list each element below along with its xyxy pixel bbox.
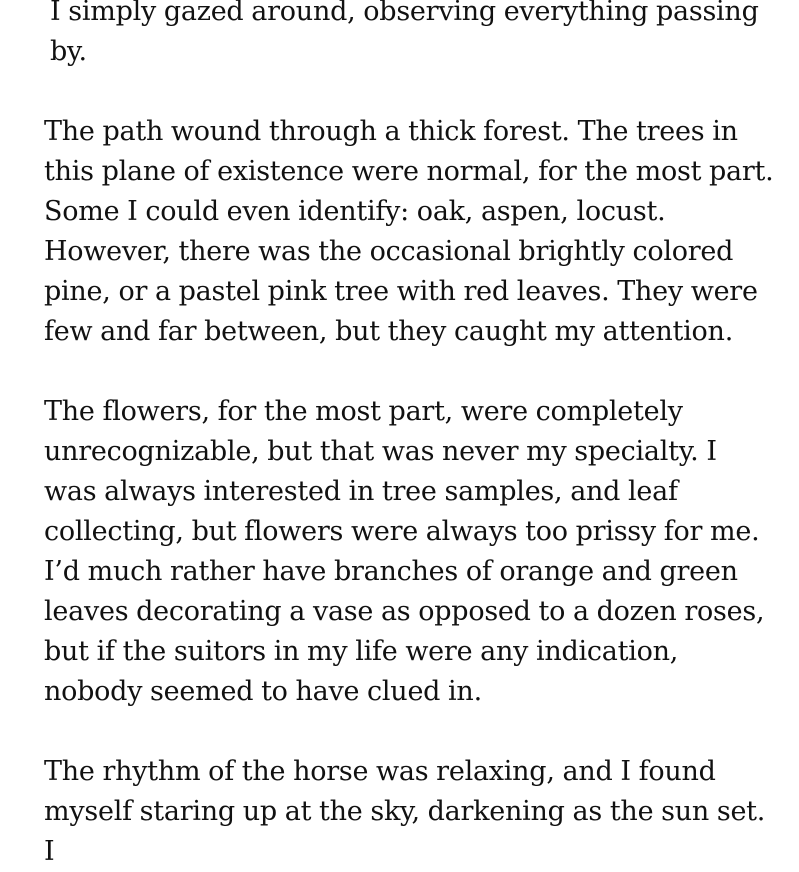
- paragraph-1: I simply gazed around, observing everything passing by.: [50, 0, 759, 67]
- document-text: [44, 0, 775, 872]
- paragraph-3: The flowers, for the most part, were completely unrecognizable, but that was never my specialty. I was always interested in tree samples, and leaf collecting, but flowers were always too prissy for me. I’d much rather have branches of orange and green leaves decorating a vase as opposed to a dozen roses, but if the suitors in my life were any indication, nobody seemed to have clued in.: [44, 396, 765, 707]
- paragraph-gap: [44, 712, 775, 752]
- paragraph-gap: [44, 352, 775, 392]
- paragraph-4: The rhythm of the horse was relaxing, and I found myself staring up at the sky, darkening as the sun set. I: [44, 756, 766, 867]
- paragraph-gap: [44, 72, 775, 112]
- paragraph-2: The path wound through a thick forest. The trees in this plane of existence were normal, for the most part. Some I could even identify: oak, aspen, locust. However, there was the occasional brightly colored pine, or a pastel pink tree with red leaves. They were few and far between, but they caught my attention.: [44, 116, 774, 347]
